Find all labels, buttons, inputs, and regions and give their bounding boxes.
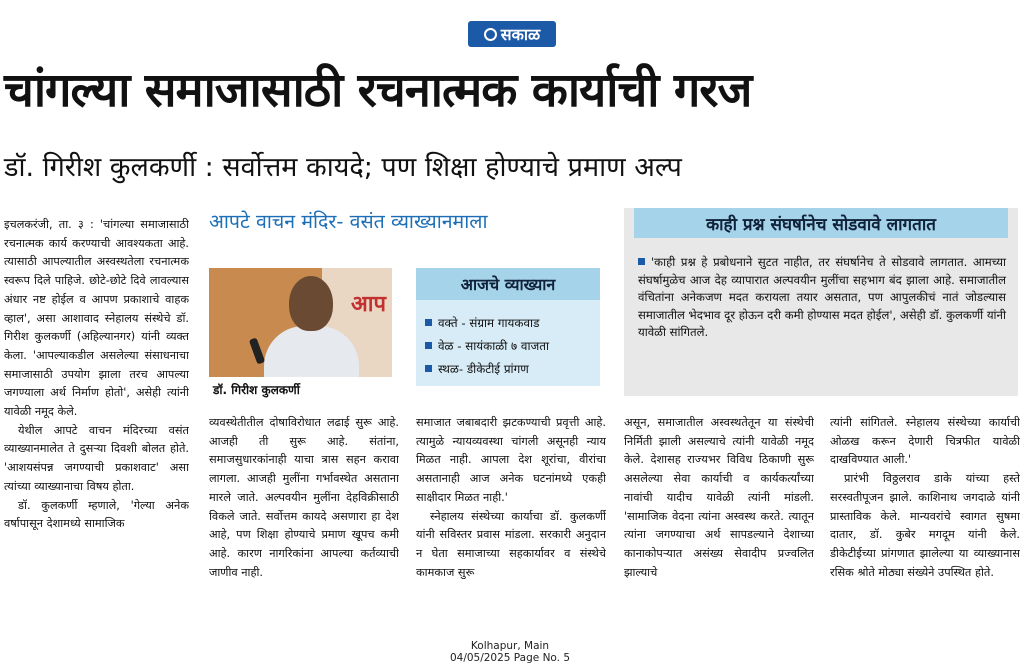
lecture-info-row [425, 337, 597, 355]
article-paragraph: इचलकरंजी, ता. ३ : 'चांगल्या समाजासाठी रचनात्मक कार्य करण्याची आवश्यकता आहे. त्यासाठी आपल्यातील अस्वस्थतेला रचनात्मक स्वरूप दिले पाहिजे. छोटे-छोटे दिवे लावल्यास अंधार नष्ट होईल व आपण प्रकाशाचे वाहक व्हाल', असा आशावाद स्नेहालय संस्थेचे डॉ. गिरीश कुलकर्णी (अहिल्यानगर) यांनी व्यक्त केला. 'आपल्याकडील असलेल्या संसाधनाचा समाजासाठी उपयोग झाला तरच आपल्या जगण्याला अर्थ निर्माण होतो', असेही त्यांनी यावेळी नमूद केले. [4, 218, 189, 419]
lecture-info-text: वक्ते - संग्राम गायकवाड [438, 316, 540, 330]
bullet-square-icon [425, 342, 432, 349]
article-paragraph: येथील आपटे वाचन मंदिरच्या वसंत व्याख्यानमालेत ते दुसऱ्या दिवशी बोलत होते. 'आशयसंपन्न जगण्याची प्रकाशवाट' असा त्यांच्या व्याख्यानाचा विषय होता. [4, 423, 189, 493]
subheadline: डॉ. गिरीश कुलकर्णी : सर्वोत्तम कायदे; पण शिक्षा होण्याचे प्रमाण अल्प [4, 152, 682, 183]
lecture-info-text: स्थळ- डीकेटीई प्रांगण [438, 362, 529, 376]
logo-text: सकाळ [500, 25, 541, 44]
quote-box-title: काही प्रश्न संघर्षानेच सोडवावे लागतात [634, 208, 1008, 238]
page-footer [420, 640, 600, 664]
speaker-photo [209, 268, 392, 377]
article-column-3 [416, 414, 606, 636]
article-paragraph: प्रारंभी विठ्ठलराव डाके यांच्या हस्ते सरस्वतीपूजन झाले. काशिनाथ जगदाळे यांनी प्रास्ताविक केले. मान्यवरांचे स्वागत सुषमा दातार, डॉ. कुबेर मगदूम यांनी केले. डीकेटीईच्या प्रांगणात झालेल्या या व्याख्यानास रसिक श्रोते मोठ्या संख्येने उपस्थित होते. [830, 472, 1020, 579]
article-column-2 [209, 414, 399, 636]
article-paragraph: त्यांनी सांगितले. स्नेहालय संस्थेच्या कार्याची ओळख करून देणारी चित्रफीत यावेळी दाखविण्यात आली.' [830, 416, 1020, 467]
quote-text: 'काही प्रश्न हे प्रबोधनाने सुटत नाहीत, तर संघर्षानेच ते सोडवावे लागतात. आमच्या संघर्षामुळेच आज देह व्यापारात अल्पवयीन मुलींचा सहभाग बंद झाला आहे. समाजातील वंचितांना अनेकजण मदत करायला तयार असतात, पण आपुलकीचं नातं जोडल्यास समाजातील भेदभाव दूर होऊन दरी कमी होण्यास मदत होईल', असेही डॉ. कुलकर्णी यांनी यावेळी सांगितले. [638, 255, 1006, 339]
footer-date-page: 04/05/2025 Page No. 5 [449, 652, 571, 664]
headline: चांगल्या समाजासाठी रचनात्मक कार्याची गरज [4, 63, 752, 118]
sakal-logo [468, 21, 556, 47]
lecture-info-title: आजचे व्याख्यान [416, 268, 600, 300]
lecture-info-text: वेळ - सायंकाळी ७ वाजता [438, 339, 550, 353]
quote-box-text [638, 254, 1006, 342]
footer-edition: Kolhapur, Main [470, 640, 550, 652]
photo-caption: डॉ. गिरीश कुलकर्णी [213, 383, 300, 397]
section-title: आपटे वाचन मंदिर- वसंत व्याख्यानमाला [209, 210, 488, 233]
photo-backdrop-text: आप [351, 292, 386, 317]
article-paragraph: स्नेहालय संस्थेच्या कार्याचा डॉ. कुलकर्णी यांनी सविस्तर प्रवास मांडला. सरकारी अनुदान न घेता समाजाच्या सहकार्यावर व संस्थेचे कामकाज सुरू [416, 509, 606, 579]
article-paragraph: समाजात जबाबदारी झटकण्याची प्रवृत्ती आहे. त्यामुळे न्यायव्यवस्था चांगली असूनही न्याय मिळत नाही. आपला देश शूरांचा, वीरांचा असतानाही आज अनेक घटनांमध्ये एकही साक्षीदार मिळत नाही.' [416, 416, 606, 504]
photo-speaker-head [289, 276, 333, 331]
lecture-info-box [416, 268, 600, 386]
quote-box [624, 208, 1018, 396]
article-paragraph: व्यवस्थेतीतील दोषाविरोधात लढाई सुरू आहे. आजही ती सुरू आहे. संतांना, समाजसुधारकांनाही याचा त्रास सहन करावा लागला. आजही मुलींना गर्भावस्थेत असताना मारले जाते. अल्पवयीन मुलींना देहविक्रीसाठी विकले जाते. सर्वोत्तम कायदे असणारा हा देश आहे, पण शिक्षा होण्याचे प्रमाण खूपच कमी आहे. कारण नागरिकांना आपल्या कर्तव्याची जाणीव नाही. [209, 416, 399, 579]
article-column-1 [4, 216, 189, 636]
article-paragraph: डॉ. कुलकर्णी म्हणाले, 'गेल्या अनेक वर्षापासून देशामध्ये सामाजिक [4, 498, 189, 531]
article-column-4 [624, 414, 814, 636]
lecture-info-row [425, 360, 597, 378]
bullet-square-icon [425, 319, 432, 326]
bullet-square-icon [425, 365, 432, 372]
sakal-logo-icon [484, 28, 497, 41]
lecture-info-row [425, 314, 597, 332]
article-column-5 [830, 414, 1020, 636]
article-paragraph: असून, समाजातील अस्वस्थतेतून या संस्थेची निर्मिती झाली असल्याचे त्यांनी यावेळी नमूद केले. देशासह राज्यभर विविध ठिकाणी सुरू असलेल्या सेवा कार्याची व कार्यकर्त्यांच्या नावांची यादीच यावेळी त्यांनी मांडली. 'सामाजिक वेदना त्यांना अस्वस्थ करते. त्यातून त्यांना जगण्याचा अर्थ सापडल्याने देशाच्या कानाकोपऱ्यात असंख्य सेवादीप प्रज्वलित झाल्याचे [624, 416, 814, 579]
bullet-square-icon [638, 258, 645, 265]
microphone-icon [249, 337, 265, 364]
